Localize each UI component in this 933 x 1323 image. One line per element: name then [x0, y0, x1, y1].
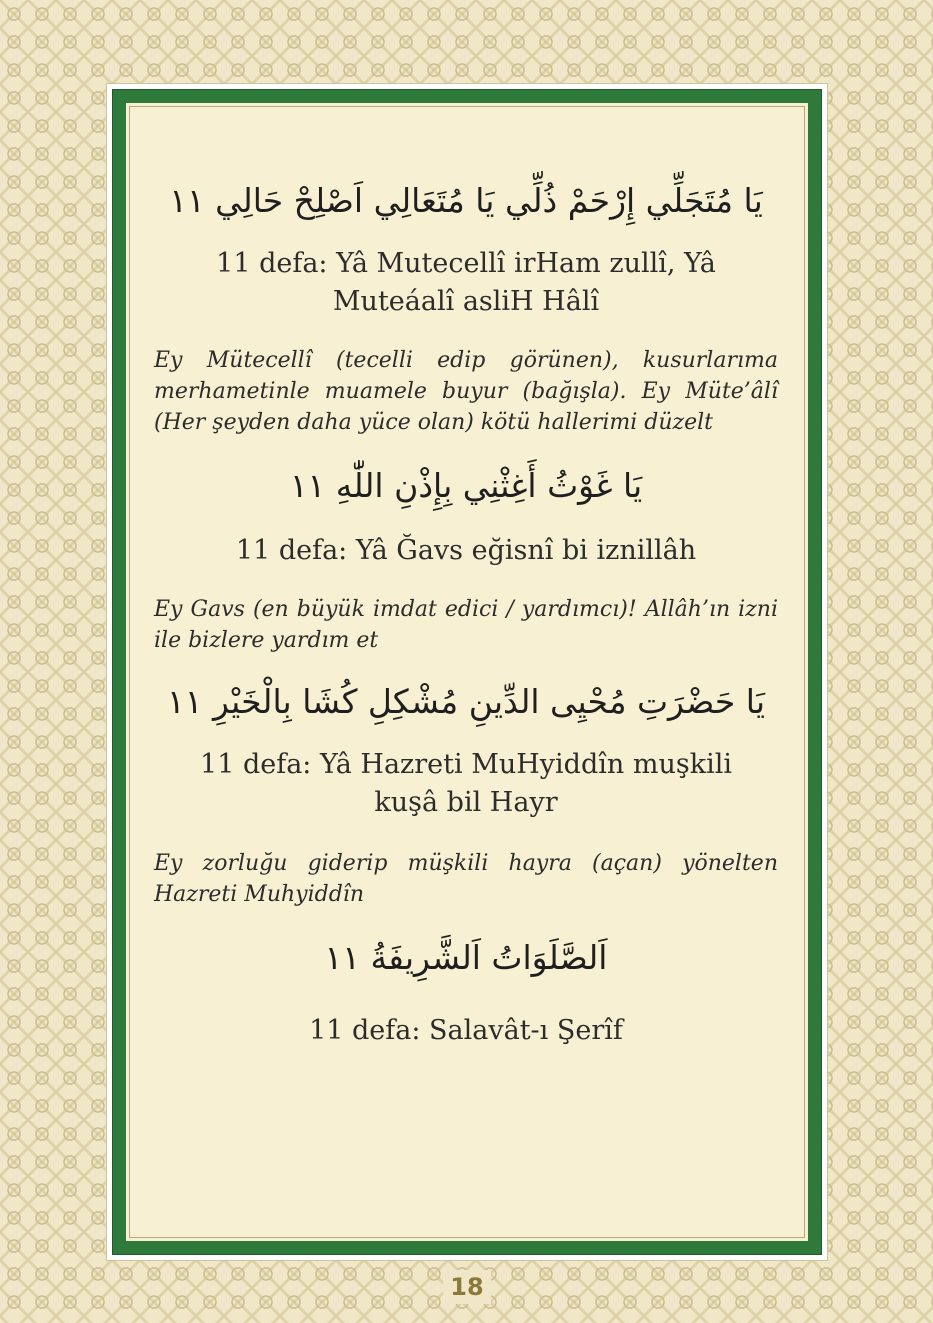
content-panel: [125, 102, 809, 1242]
meaning-1: Ey Mütecellî (tecelli edip görünen), kusurlarıma merhametinle muamele buyur (bağışla). Ey Müte’âlî (Her şeyden daha yüce olan) kötü hallerimi düzelt: [154, 348, 778, 435]
transliteration-3-line-1: 11 defa: Yâ Hazreti MuHyiddîn muşkili: [200, 749, 732, 780]
arabic-verse-1: يَا مُتَجَلِّي إِرْحَمْ ذُلِّي يَا مُتَعَالِي اَصْلِحْ حَالِي ١١: [169, 181, 763, 220]
page-number: 18: [443, 1270, 491, 1304]
transliteration-1-line-1: 11 defa: Yâ Mutecellî irHam zullî, Yâ: [216, 248, 716, 279]
meaning-2: Ey Gavs (en büyük imdat edici / yardımcı)! Allâh’ın izni ile bizlere yardım et: [154, 597, 778, 653]
transliteration-3-line-2: kuşâ bil Hayr: [374, 787, 558, 818]
page-frame: [106, 83, 828, 1261]
arabic-verse-2: يَا غَوْثُ أَغِثْنِي بِإِذْنِ اللّٰهِ ١١: [289, 466, 643, 505]
transliteration-2-line-1: 11 defa: Yâ Ğavs eğisnî bi iznillâh: [235, 535, 697, 566]
transliteration-1-line-2: Muteáalî asliH Hâlî: [332, 286, 600, 317]
green-border: [112, 89, 822, 1255]
transliteration-4-line-1: 11 defa: Salavât-ı Şerîf: [309, 1015, 623, 1046]
content: [154, 163, 778, 1211]
arabic-verse-4: اَلصَّلَوَاتُ اَلشَّرِيفَةُ ١١: [324, 938, 608, 977]
meaning-3: Ey zorluğu giderip müşkili hayra (açan) yönelten Hazreti Muhyiddîn: [154, 851, 778, 907]
arabic-verse-3: يَا حَضْرَتِ مُحْيِى الدِّينِ مُشْكِلِ كُشَا بِالْخَيْرِ ١١: [167, 682, 765, 721]
